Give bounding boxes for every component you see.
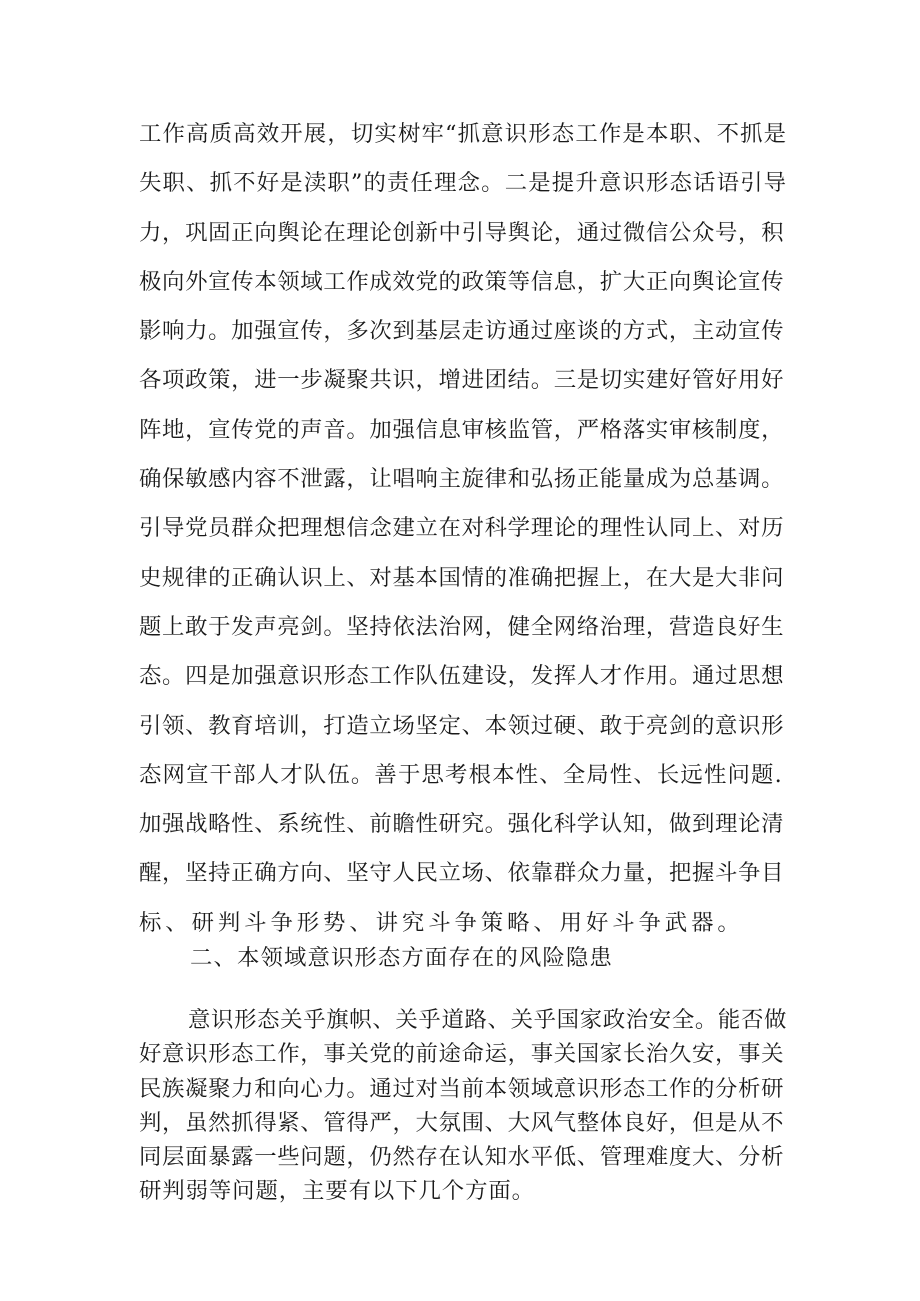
text-line: 研判弱等问题，主要有以下几个方面。 (139, 1178, 535, 1205)
text-line: 意识形态关乎旗帜、关乎道路、关乎国家政治安全。能否做 (188, 1007, 788, 1033)
text-line: 阵地，宣传党的声音。加强信息审核监管，严格落实审核制度， (139, 416, 785, 443)
text-line: 确保敏感内容不泄露，让唱响主旋律和弘扬正能量成为总基调。 (139, 466, 785, 493)
text-line: 同层面暴露一些问题，仍然存在认知水平低、管理难度大、分析 (139, 1144, 785, 1171)
text-line: 极向外宣传本领域工作成效党的政策等信息，扩大正向舆论宣传 (139, 268, 785, 295)
text-line: 加强战略性、系统性、前瞻性研究。强化科学认知，做到理论清 (139, 811, 785, 838)
text-line: 态网宣干部人才队伍。善于思考根本性、全局性、长远性问题. (139, 761, 783, 788)
text-line: 标、研判斗争形势、讲究斗争策略、用好斗争武器。 (139, 909, 744, 936)
text-line: 醒，坚持正确方向、坚守人民立场、依靠群众力量，把握斗争目 (139, 860, 785, 887)
text-line: 态。四是加强意识形态工作队伍建设，发挥人才作用。通过思想 (139, 663, 785, 690)
text-line: 判，虽然抓得紧、管得严，大氛围、大风气整体良好，但是从不 (139, 1109, 785, 1136)
text-line: 题上敢于发声亮剑。坚持依法治网，健全网络治理，营造良好生 (139, 613, 785, 640)
text-line: 失职、抓不好是渎职”的责任理念。二是提升意识形态话语引导 (139, 170, 788, 197)
section-paragraph (139, 1003, 789, 1209)
text-line: 力，巩固正向舆论在理论创新中引导舆论，通过微信公众号，积 (139, 219, 785, 246)
section-heading: 二、本领域意识形态方面存在的风险隐患 (190, 945, 613, 971)
text-line: 民族凝聚力和向心力。通过对当前本领域意识形态工作的分析研 (139, 1075, 785, 1102)
text-line: 各项政策，进一步凝聚共识，增进团结。三是切实建好管好用好 (139, 367, 785, 394)
text-line: 引导党员群众把理想信念建立在对科学理论的理性认同上、对历 (139, 515, 785, 542)
text-line: 引领、教育培训，打造立场坚定、本领过硬、敢于亮剑的意识形 (139, 712, 785, 739)
text-line: 史规律的正确认识上、对基本国情的准确把握上，在大是大非问 (139, 564, 785, 591)
text-line: 好意识形态工作，事关党的前途命运，事关国家长治久安，事关 (139, 1041, 785, 1068)
text-line: 工作高质高效开展，切实树牢“抓意识形态工作是本职、不抓是 (139, 121, 788, 147)
text-line: 影响力。加强宣传，多次到基层走访通过座谈的方式，主动宣传 (139, 318, 785, 345)
body-paragraph-continuation (139, 110, 789, 948)
